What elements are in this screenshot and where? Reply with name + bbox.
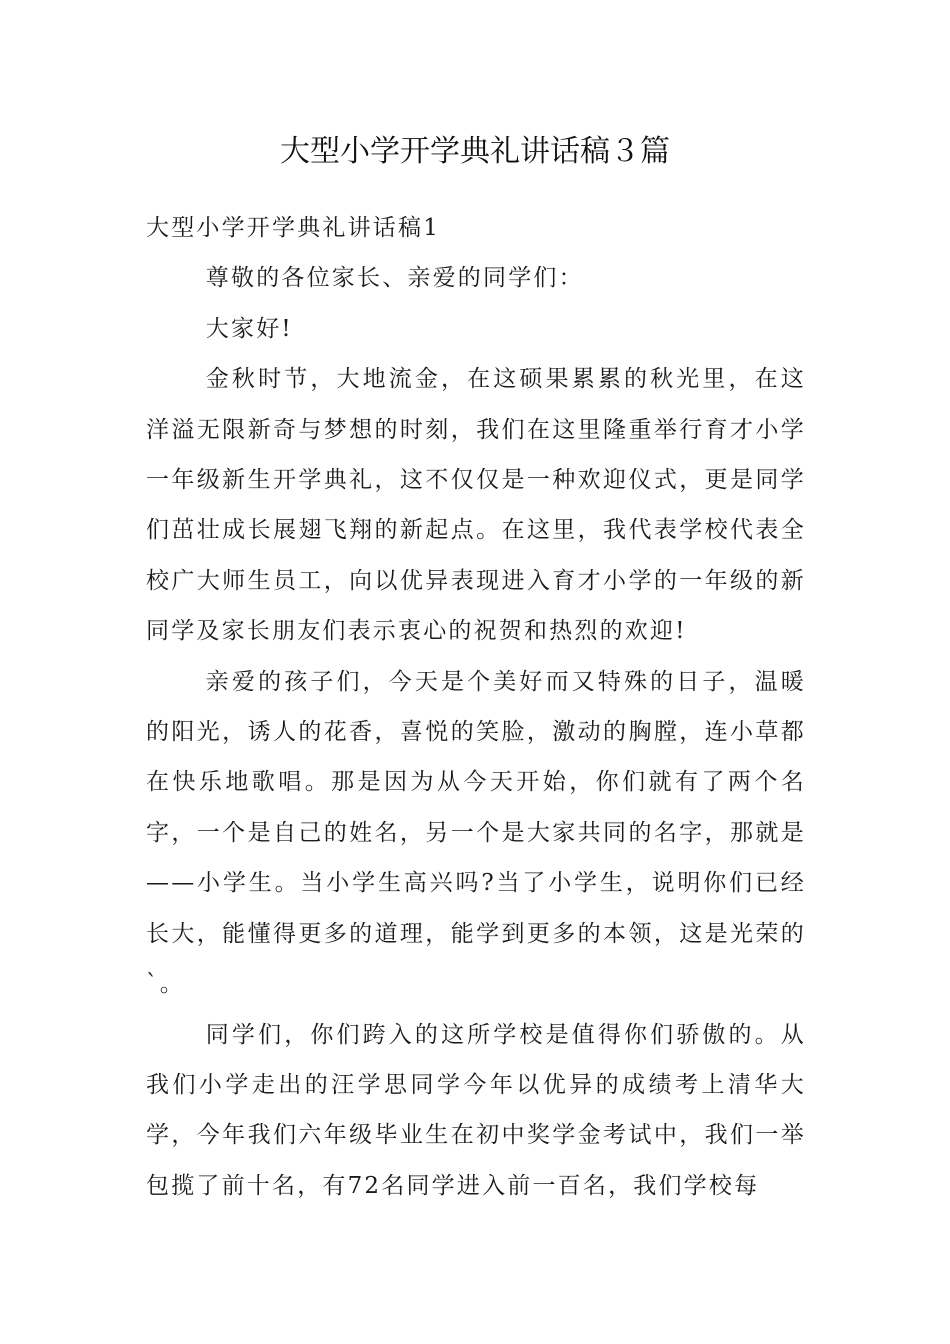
document-body	[146, 203, 806, 1211]
section-heading: 大型小学开学典礼讲话稿1	[146, 215, 441, 241]
paragraph-3: 同学们，你们跨入的这所学校是值得你们骄傲的。从我们小学走出的汪学思同学今年以优异的成绩考上清华大学，今年我们六年级毕业生在初中奖学金考试中，我们一举包揽了前十名，有72名同学进入前一百名，我们学校每	[146, 1021, 806, 1199]
paragraph-1: 金秋时节，大地流金，在这硕果累累的秋光里，在这洋溢无限新奇与梦想的时刻，我们在这里隆重举行育才小学一年级新生开学典礼，这不仅仅是一种欢迎仪式，更是同学们茁壮成长展翅飞翔的新起点。在这里，我代表学校代表全校广大师生员工，向以优异表现进入育才小学的一年级的新同学及家长朋友们表示衷心的祝贺和热烈的欢迎!	[146, 366, 806, 645]
document-title: 大型小学开学典礼讲话稿３篇	[280, 134, 670, 169]
paragraph-2: 亲爱的孩子们，今天是个美好而又特殊的日子，温暖的阳光，诱人的花香，喜悦的笑脸，激动的胸膛，连小草都在快乐地歌唱。那是因为从今天开始，你们就有了两个名字，一个是自己的姓名，另一个是大家共同的名字，那就是——小学生。当小学生高兴吗?当了小学生，说明你们已经长大，能懂得更多的道理，能学到更多的本领，这是光荣的`。	[146, 668, 806, 998]
salutation: 尊敬的各位家长、亲爱的同学们：	[205, 265, 584, 292]
greeting: 大家好!	[205, 315, 293, 342]
